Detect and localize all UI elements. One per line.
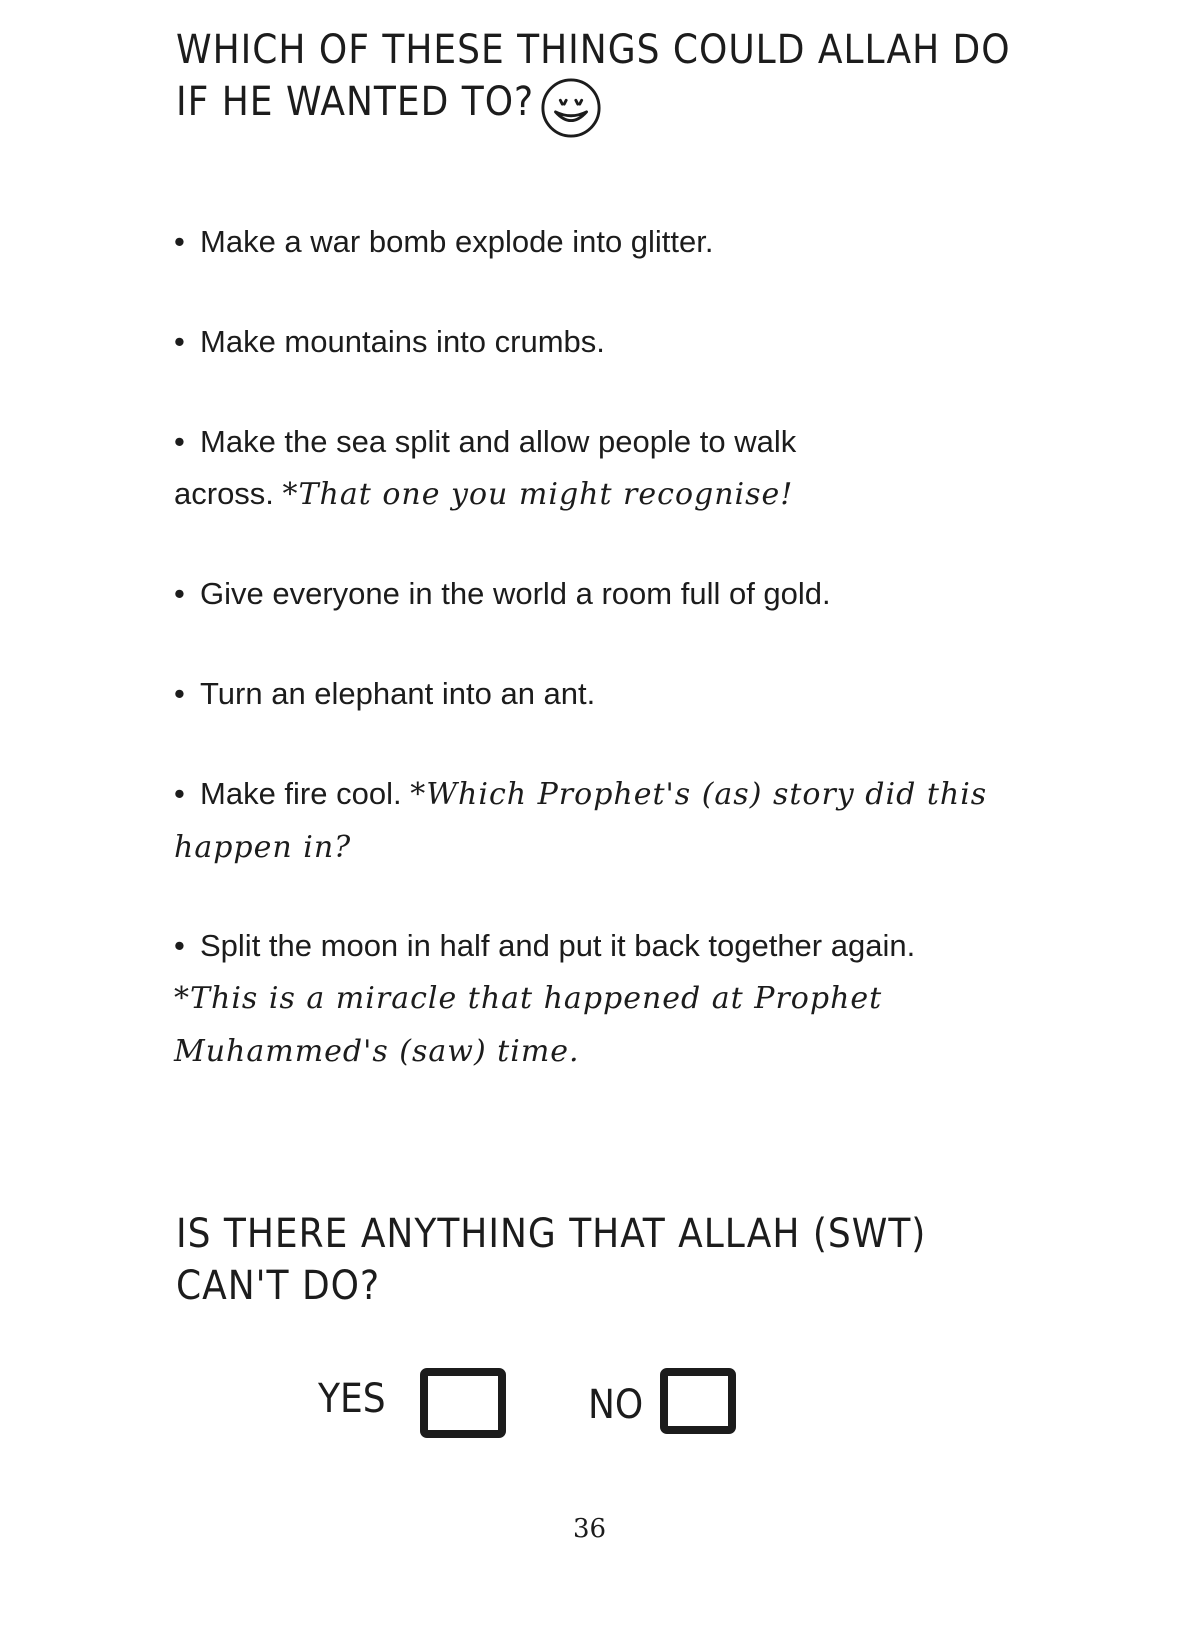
- yes-no-question-heading: IS THERE ANYTHING THAT ALLAH (SWT) CAN'T DO?: [176, 1211, 927, 1309]
- no-checkbox[interactable]: [660, 1368, 736, 1434]
- list-item: [174, 216, 1014, 268]
- answer-row: [0, 1366, 1179, 1446]
- main-question-heading: [176, 24, 1016, 139]
- list-item: [174, 316, 1014, 368]
- bullet: •: [174, 576, 185, 611]
- item-text: Give everyone in the world a room full of gold.: [200, 576, 831, 611]
- smiley-face-icon: [540, 77, 602, 139]
- bullet: •: [174, 776, 185, 811]
- bullet: •: [174, 676, 185, 711]
- bullet: •: [174, 224, 185, 259]
- item-note: *Which Prophet's (as) story did this happen in?: [174, 777, 988, 865]
- yes-label: YES: [318, 1376, 386, 1422]
- bullet: •: [174, 424, 185, 459]
- list-item: [174, 668, 1014, 720]
- item-text: Make fire cool.: [200, 776, 402, 811]
- item-text: Make a war bomb explode into glitter.: [200, 224, 714, 259]
- item-text: Turn an elephant into an ant.: [200, 676, 596, 711]
- item-text: Make mountains into crumbs.: [200, 324, 605, 359]
- item-note: *That one you might recognise!: [282, 477, 794, 512]
- list-item: [174, 920, 974, 1078]
- list-item: [174, 568, 1014, 620]
- yes-checkbox[interactable]: [420, 1368, 506, 1438]
- item-note: *This is a miracle that happened at Prophet Muhammed's (saw) time.: [174, 981, 883, 1069]
- no-label: NO: [588, 1382, 644, 1428]
- list-item: [174, 416, 894, 521]
- bullet: •: [174, 324, 185, 359]
- page-number: 36: [572, 1514, 607, 1544]
- bullet: •: [174, 928, 185, 963]
- item-text: Make the sea split and allow people to walk across.: [174, 424, 797, 511]
- main-question-text: WHICH OF THESE THINGS COULD ALLAH DO IF HE WANTED TO?: [176, 27, 1011, 125]
- list-item: [174, 768, 1004, 874]
- item-text: Split the moon in half and put it back together again.: [200, 928, 916, 963]
